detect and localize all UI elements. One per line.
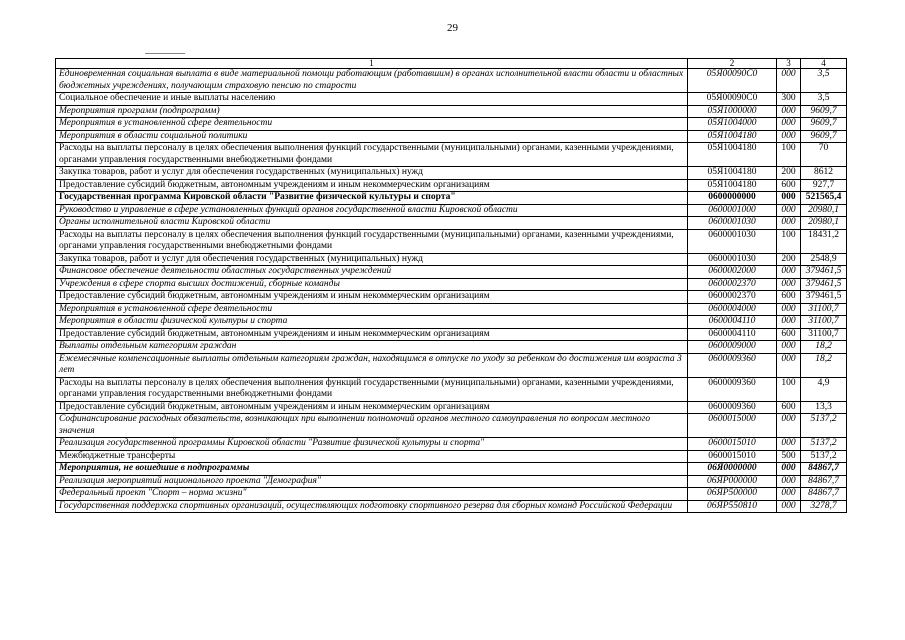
row-amount: 5137,2 (801, 450, 847, 463)
row-amount: 521565,4 (801, 192, 847, 205)
row-amount: 18,2 (801, 341, 847, 354)
row-name: Предоставление субсидий бюджетным, автономным учреждениям и иным некоммерческим организациям (56, 328, 688, 341)
budget-table (55, 58, 847, 513)
row-expense-type: 500 (777, 450, 801, 463)
row-expense-type: 000 (777, 500, 801, 513)
row-amount: 31100,7 (801, 316, 847, 329)
row-code: 05Я1004180 (688, 167, 777, 180)
table-row (56, 353, 847, 377)
table-row (56, 500, 847, 513)
row-code: 0600009000 (688, 341, 777, 354)
table-row (56, 266, 847, 279)
row-amount: 3,5 (801, 93, 847, 106)
row-amount: 3,5 (801, 69, 847, 93)
row-amount: 379461,5 (801, 266, 847, 279)
row-name: Реализация государственной программы Кировской области "Развитие физической культуры и спорта" (56, 438, 688, 451)
row-name: Расходы на выплаты персоналу в целях обеспечения выполнения функций государственными (муниципальными) органами, казенными учреждениями, органами управления государственными внебюджетными фондами (56, 229, 688, 253)
row-expense-type: 000 (777, 266, 801, 279)
row-name: Федеральный проект "Спорт – норма жизни" (56, 488, 688, 501)
row-amount: 18431,2 (801, 229, 847, 253)
row-amount: 31100,7 (801, 328, 847, 341)
row-amount: 9609,7 (801, 105, 847, 118)
row-amount: 84867,7 (801, 463, 847, 476)
row-name: Предоставление субсидий бюджетным, автономным учреждениям и иным некоммерческим организациям (56, 179, 688, 192)
row-code: 0600004000 (688, 303, 777, 316)
table-row (56, 488, 847, 501)
row-code: 0600002370 (688, 278, 777, 291)
row-name: Предоставление субсидий бюджетным, автономным учреждениям и иным некоммерческим организациям (56, 291, 688, 304)
table-row (56, 143, 847, 167)
table-row (56, 105, 847, 118)
row-amount: 379461,5 (801, 291, 847, 304)
row-expense-type: 200 (777, 167, 801, 180)
row-amount: 84867,7 (801, 488, 847, 501)
row-amount: 2548,9 (801, 253, 847, 266)
row-expense-type: 000 (777, 278, 801, 291)
row-name: Учреждения в сфере спорта высших достижений, сборные команды (56, 278, 688, 291)
row-code: 0600002370 (688, 291, 777, 304)
row-expense-type: 000 (777, 341, 801, 354)
row-amount: 8612 (801, 167, 847, 180)
row-name: Государственная программа Кировской области "Развитие физической культуры и спорта" (56, 192, 688, 205)
row-amount: 927,7 (801, 179, 847, 192)
row-expense-type: 000 (777, 414, 801, 438)
row-name: Ежемесячные компенсационные выплаты отдельным категориям граждан, находящимся в отпуске по уходу за ребенком до достижения им возраста 3 лет (56, 353, 688, 377)
row-amount: 9609,7 (801, 118, 847, 131)
row-amount: 3278,7 (801, 500, 847, 513)
row-name: Государственная поддержка спортивных организаций, осуществляющих подготовку спортивного резерва для сборных команд Российской Федерации (56, 500, 688, 513)
table-row (56, 316, 847, 329)
row-expense-type: 000 (777, 105, 801, 118)
row-name: Единовременная социальная выплата в виде материальной помощи работающим (работавшим) в органах исполнительной власти области и областных бюджетных учреждениях, получающим страховую пенсию по старости (56, 69, 688, 93)
table-row (56, 401, 847, 414)
row-code: 06ЯP500000 (688, 488, 777, 501)
row-amount: 13,3 (801, 401, 847, 414)
row-code: 05Я00090С0 (688, 93, 777, 106)
row-expense-type: 000 (777, 217, 801, 230)
table-row (56, 229, 847, 253)
row-name: Межбюджетные трансферты (56, 450, 688, 463)
row-expense-type: 100 (777, 229, 801, 253)
row-name: Закупка товаров, работ и услуг для обеспечения государственных (муниципальных) нужд (56, 167, 688, 180)
table-row (56, 192, 847, 205)
row-amount: 84867,7 (801, 475, 847, 488)
row-code: 0600001030 (688, 229, 777, 253)
row-code: 0600001000 (688, 204, 777, 217)
row-expense-type: 600 (777, 401, 801, 414)
row-name: Мероприятия в области социальной политики (56, 130, 688, 143)
row-code: 0600015010 (688, 438, 777, 451)
row-expense-type: 000 (777, 204, 801, 217)
row-name: Мероприятия в области физической культуры и спорта (56, 316, 688, 329)
row-code: 05Я1004180 (688, 143, 777, 167)
row-expense-type: 000 (777, 353, 801, 377)
table-row (56, 450, 847, 463)
row-expense-type: 000 (777, 303, 801, 316)
table-row (56, 341, 847, 354)
header-row (56, 59, 847, 69)
row-code: 0600002000 (688, 266, 777, 279)
row-amount: 20980,1 (801, 204, 847, 217)
table-row (56, 475, 847, 488)
row-code: 0600015000 (688, 414, 777, 438)
row-expense-type: 000 (777, 475, 801, 488)
row-name: Реализация мероприятий национального проекта "Демография" (56, 475, 688, 488)
row-name: Расходы на выплаты персоналу в целях обеспечения выполнения функций государственными (муниципальными) органами, казенными учреждениями, органами управления государственными внебюджетными фондами (56, 377, 688, 401)
row-name: Софинансирование расходных обязательств, возникающих при выполнении полномочий органов местного самоуправления по вопросам местного значения (56, 414, 688, 438)
row-amount: 379461,5 (801, 278, 847, 291)
row-expense-type: 000 (777, 118, 801, 131)
row-expense-type: 000 (777, 316, 801, 329)
row-code: 06ЯP000000 (688, 475, 777, 488)
row-amount: 9609,7 (801, 130, 847, 143)
table-row (56, 118, 847, 131)
table-row (56, 414, 847, 438)
row-code: 05Я1000000 (688, 105, 777, 118)
row-name: Мероприятия в установленной сфере деятельности (56, 303, 688, 316)
row-code: 0600001030 (688, 253, 777, 266)
row-expense-type: 000 (777, 192, 801, 205)
row-expense-type: 100 (777, 377, 801, 401)
row-code: 0600004110 (688, 328, 777, 341)
row-code: 05Я1004000 (688, 118, 777, 131)
row-name: Мероприятия программ (подпрограмм) (56, 105, 688, 118)
row-expense-type: 000 (777, 488, 801, 501)
row-name: Социальное обеспечение и иные выплаты населению (56, 93, 688, 106)
table-row (56, 438, 847, 451)
page-number: 29 (447, 22, 458, 34)
table-row (56, 69, 847, 93)
row-name: Мероприятия, не вошедшие в подпрограммы (56, 463, 688, 476)
row-name: Органы исполнительной власти Кировской области (56, 217, 688, 230)
row-expense-type: 300 (777, 93, 801, 106)
table-row (56, 130, 847, 143)
header-col-2: 2 (688, 59, 777, 69)
row-code: 0600009360 (688, 377, 777, 401)
table-row (56, 253, 847, 266)
row-amount: 31100,7 (801, 303, 847, 316)
row-expense-type: 000 (777, 130, 801, 143)
table-row (56, 204, 847, 217)
table-row (56, 179, 847, 192)
row-code: 06Я0000000 (688, 463, 777, 476)
row-code: 0600004110 (688, 316, 777, 329)
row-code: 05Я1004180 (688, 130, 777, 143)
row-code: 0600000000 (688, 192, 777, 205)
row-name: Предоставление субсидий бюджетным, автономным учреждениям и иным некоммерческим организациям (56, 401, 688, 414)
row-amount: 5137,2 (801, 414, 847, 438)
row-name: Расходы на выплаты персоналу в целях обеспечения выполнения функций государственными (муниципальными) органами, казенными учреждениями, органами управления государственными внебюджетными фондами (56, 143, 688, 167)
row-amount: 5137,2 (801, 438, 847, 451)
row-code: 0600001030 (688, 217, 777, 230)
row-expense-type: 100 (777, 143, 801, 167)
row-expense-type: 000 (777, 463, 801, 476)
row-amount: 18,2 (801, 353, 847, 377)
row-name: Закупка товаров, работ и услуг для обеспечения государственных (муниципальных) нужд (56, 253, 688, 266)
table-row (56, 217, 847, 230)
table-row (56, 291, 847, 304)
row-expense-type: 600 (777, 179, 801, 192)
row-amount: 20980,1 (801, 217, 847, 230)
table-row (56, 377, 847, 401)
row-name: Мероприятия в установленной сфере деятельности (56, 118, 688, 131)
table-row (56, 328, 847, 341)
table-row (56, 463, 847, 476)
header-col-3: 3 (777, 59, 801, 69)
row-code: 0600015010 (688, 450, 777, 463)
row-amount: 4,9 (801, 377, 847, 401)
table-row (56, 167, 847, 180)
row-name: Выплаты отдельным категориям граждан (56, 341, 688, 354)
row-name: Финансовое обеспечение деятельности областных государственных учреждений (56, 266, 688, 279)
row-expense-type: 000 (777, 438, 801, 451)
row-amount: 70 (801, 143, 847, 167)
header-rule (145, 53, 185, 54)
header-col-4: 4 (801, 59, 847, 69)
row-code: 0600009360 (688, 353, 777, 377)
row-code: 05Я1004180 (688, 179, 777, 192)
table-row (56, 303, 847, 316)
row-name: Руководство и управление в сфере установленных функций органов государственной власти Кировской области (56, 204, 688, 217)
row-code: 0600009360 (688, 401, 777, 414)
row-expense-type: 600 (777, 328, 801, 341)
row-expense-type: 200 (777, 253, 801, 266)
row-code: 06ЯP550810 (688, 500, 777, 513)
row-code: 05Я00090С0 (688, 69, 777, 93)
table-row (56, 278, 847, 291)
row-expense-type: 600 (777, 291, 801, 304)
row-expense-type: 000 (777, 69, 801, 93)
header-col-1: 1 (56, 59, 688, 69)
table-row (56, 93, 847, 106)
